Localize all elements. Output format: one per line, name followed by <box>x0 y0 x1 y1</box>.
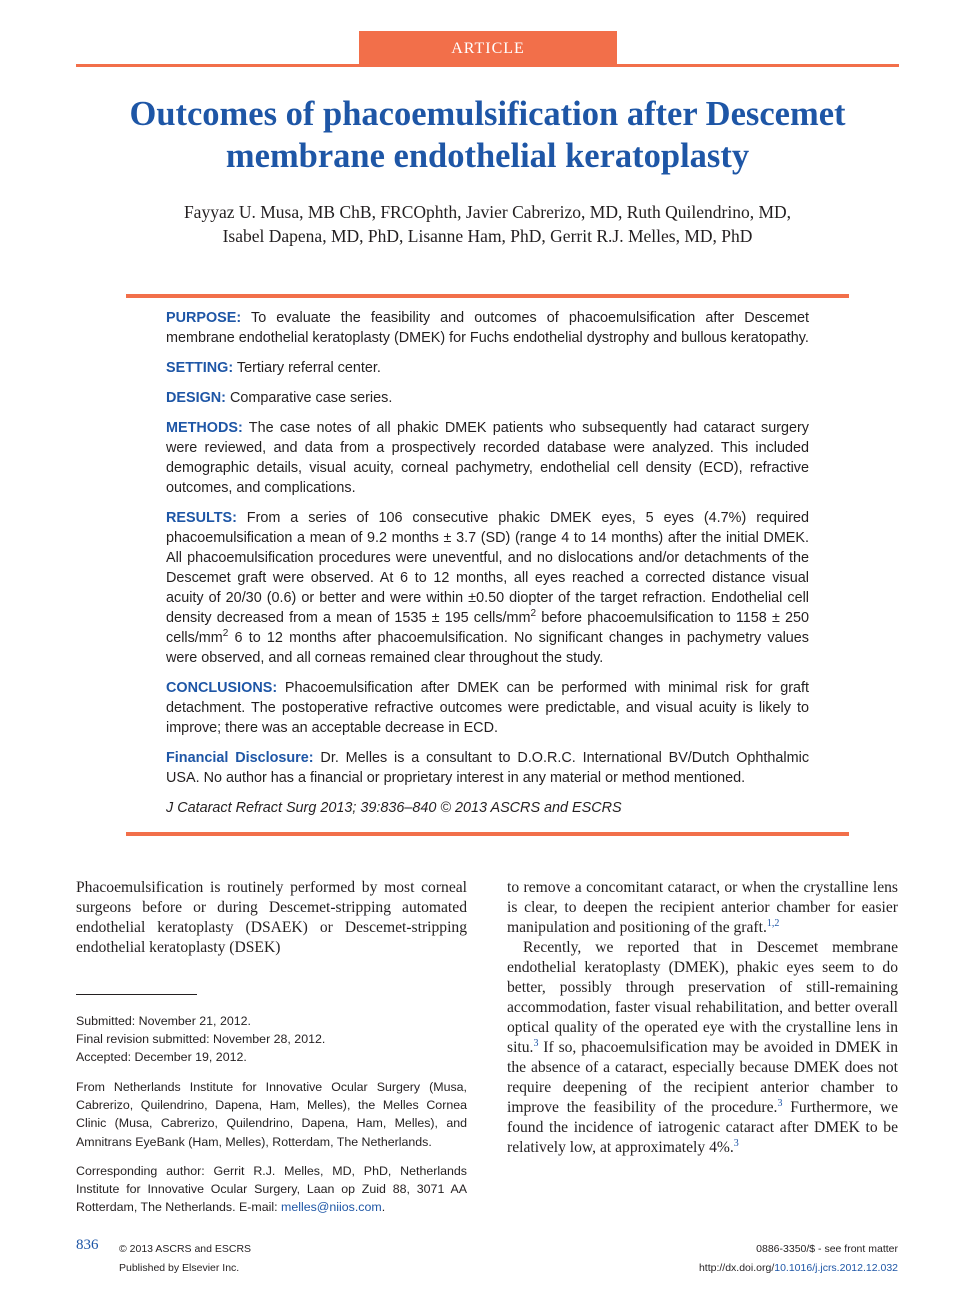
article-title <box>60 93 915 177</box>
abstract-top-rule <box>126 294 849 298</box>
intro-paragraph: Phacoemulsification is routinely performed by most corneal surgeons before or during Descemet-stripping automated endothelial keratoplasty (DSAEK) or Descemet-stripping endothelial keratoplasty (DSEK) <box>76 879 467 956</box>
accepted-date: Accepted: December 19, 2012. <box>76 1050 247 1065</box>
results-superscript-1: 2 <box>530 608 537 620</box>
title-line-1: Outcomes of phacoemulsification after Descemet <box>129 95 846 133</box>
corresponding-text-b: . <box>381 1200 386 1215</box>
revision-date: Final revision submitted: November 28, 2012. <box>76 1032 326 1047</box>
body-left-column <box>76 878 467 958</box>
abstract-conclusions <box>166 678 809 738</box>
journal-citation: J Cataract Refract Surg 2013; 39:836–840 © 2013 ASCRS and ESCRS <box>166 800 622 816</box>
title-line-2: membrane endothelial keratoplasty <box>225 137 750 175</box>
doi-prefix: http://dx.doi.org/ <box>698 1262 775 1274</box>
abstract-results <box>166 508 809 668</box>
results-label: RESULTS: <box>166 510 237 526</box>
purpose-text: To evaluate the feasibility and outcomes of phacoemulsification after Descemet membrane endothelial keratoplasty (DMEK) for Fuchs endothelial dystrophy and bullous keratopathy. <box>166 310 809 346</box>
results-text-c: 6 to 12 months after phacoemulsification. No significant changes in pachymetry values were observed, and all corneas remained clear throughout the study. <box>166 630 809 666</box>
conclusions-text: Phacoemulsification after DMEK can be performed with minimal risk for graft detachment. The postoperative refractive outcomes were predictable, and visual acuity is likely to improve; there was an acceptable decrease in ECD. <box>166 680 809 736</box>
setting-label: SETTING: <box>166 360 234 376</box>
footer-copyright: © 2013 ASCRS and ESCRS <box>119 1243 252 1255</box>
section-tab-label: ARTICLE <box>451 39 525 57</box>
footnote-rule <box>76 994 197 995</box>
email-link[interactable]: melles@niios.com <box>281 1200 382 1215</box>
corresponding-text-a: Corresponding author: Gerrit R.J. Melles, MD, PhD, Netherlands Institute for Innovative Ocular Surgery, Laan op Zuid 88, 3071 AA Rotterdam, The Netherlands. E-mail: <box>76 1164 467 1215</box>
abstract-design <box>166 388 809 408</box>
authors-line-1: Fayyaz U. Musa, MB ChB, FRCOphth, Javier Cabrerizo, MD, Ruth Quilendrino, MD, <box>183 202 792 222</box>
affiliation-text: From Netherlands Institute for Innovative Ocular Surgery (Musa, Cabrerizo, Quilendrino, Dapena, Ham, Melles), the Melles Cornea Clinic (Musa, Cabrerizo, Quilendrino, Dapena, Ham, Melles), and Amnitrans EyeBank (Ham, Melles), Rotterdam, The Netherlands. <box>76 1080 467 1149</box>
footer-publisher: Published by Elsevier Inc. <box>119 1262 240 1274</box>
footer-issn: 0886-3350/$ - see front matter <box>756 1243 898 1255</box>
conclusions-label: CONCLUSIONS: <box>166 680 278 696</box>
reference-link-1-2[interactable]: 1,2 <box>766 917 780 929</box>
abstract-purpose <box>166 308 809 348</box>
authors-line-2: Isabel Dapena, MD, PhD, Lisanne Ham, PhD, Gerrit R.J. Melles, MD, PhD <box>222 225 753 246</box>
abstract <box>166 308 809 828</box>
submitted-date: Submitted: November 21, 2012. <box>76 1014 251 1028</box>
methods-label: METHODS: <box>166 420 243 436</box>
submission-dates <box>76 1012 467 1067</box>
reference-link-3c[interactable]: 3 <box>733 1137 739 1149</box>
abstract-bottom-rule <box>126 832 849 836</box>
abstract-setting <box>166 358 809 378</box>
section-tab <box>359 31 617 66</box>
disclosure-text: Dr. Melles is a consultant to D.O.R.C. International BV/Dutch Ophthalmic USA. No author has a financial or proprietary interest in any material or method mentioned. <box>166 750 810 786</box>
setting-text: Tertiary referral center. <box>233 360 381 376</box>
body-paragraph-2 <box>507 938 898 1158</box>
corresponding-author-note <box>76 1162 467 1217</box>
reference-link-3b[interactable]: 3 <box>777 1097 783 1109</box>
methods-text: The case notes of all phakic DMEK patients who subsequently had cataract surgery were reviewed, and data from a prospectively recorded database were analyzed. This included demographic details, visual acuity, corneal pachymetry, endothelial cell density (ECD), refractive outcomes, and complications. <box>166 420 809 496</box>
body-p1-text: to remove a concomitant cataract, or when the crystalline lens is clear, to deepen the recipient anterior chamber for easier manipulation and positioning of the graft. <box>507 879 898 936</box>
body-p2-text-a: Recently, we reported that in Descemet membrane endothelial keratoplasty (DMEK), phakic eyes seem to do better, possibly through preservation of still-remaining accommodation, faster visual rehabilitation, and better overall optical quality of the operated eye with the crystalline lens in situ. <box>507 939 898 1056</box>
disclosure-label: Financial Disclosure: <box>166 750 314 766</box>
corresponding-author-text <box>76 1162 467 1217</box>
abstract-methods <box>166 418 809 498</box>
design-label: DESIGN: <box>166 390 226 406</box>
results-text-a: From a series of 106 consecutive phakic DMEK eyes, 5 eyes (4.7%) required phacoemulsification a mean of 9.2 months ± 3.7 (SD) (range 4 to 14 months) after the initial DMEK. All phacoemulsification procedures were uneventful, and no dislocations and/or detachments of the Descemet graft were observed. At 6 to 12 months, all eyes reached a corrected distance visual acuity of 20/30 (0.6) or better and were within ±0.50 diopter of the target refraction. Endothelial cell density decreased from a mean of 1535 ± 195 cells/mm <box>166 510 809 626</box>
body-p2-text-c: Furthermore, we found the incidence of iatrogenic cataract after DMEK to be relatively low, at approximately 4%. <box>507 1099 898 1156</box>
results-text-b: before phacoemulsification to 1158 ± 250 cells/mm <box>166 610 810 646</box>
author-list <box>60 201 915 248</box>
reference-link-3a[interactable]: 3 <box>533 1037 539 1049</box>
body-right-column <box>507 878 898 1158</box>
affiliation-note <box>76 1078 467 1151</box>
header-rule <box>76 64 899 67</box>
page-number: 836 <box>76 1237 99 1253</box>
doi-link[interactable]: 10.1016/j.jcrs.2012.12.032 <box>774 1262 898 1274</box>
abstract-disclosure <box>166 748 809 788</box>
body-p2-text-b: If so, phacoemulsification may be avoided in DMEK in the absence of a cataract, especially because DMEK does not require deepening of the recipient anterior chamber to improve the feasibility of the procedure. <box>507 1039 898 1116</box>
footer-doi <box>699 1259 898 1278</box>
results-superscript-2: 2 <box>222 628 229 640</box>
body-paragraph-1 <box>507 878 898 938</box>
purpose-label: PURPOSE: <box>166 310 242 326</box>
design-text: Comparative case series. <box>225 390 393 406</box>
